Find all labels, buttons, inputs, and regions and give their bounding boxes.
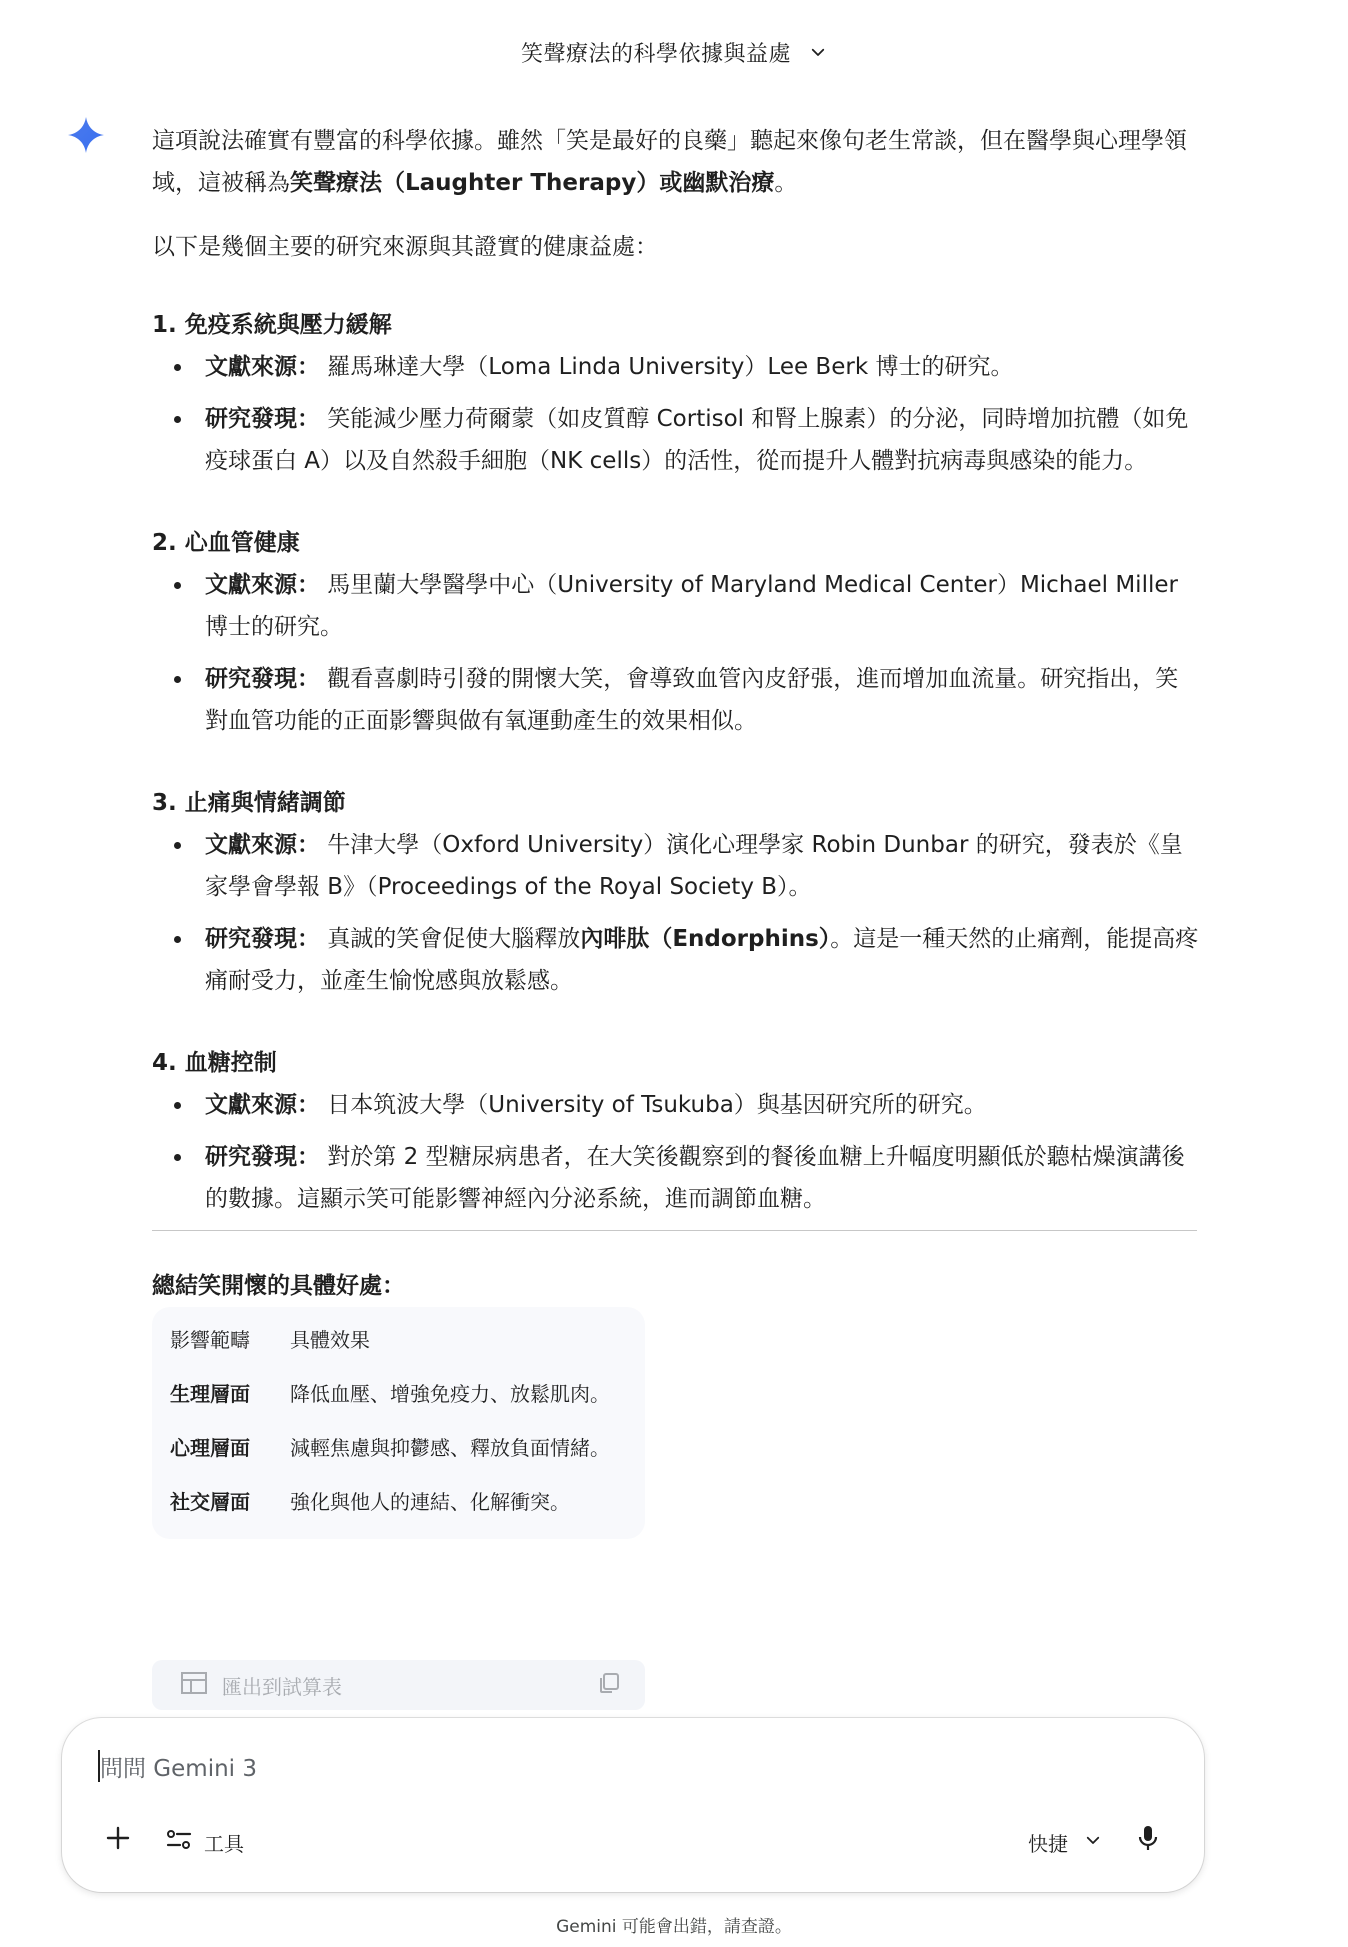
table-row	[152, 1475, 645, 1529]
table-header-cell: 具體效果	[290, 1328, 370, 1352]
item-text: 日本筑波大學（University of Tsukuba）與基因研究所的研究。	[320, 1092, 987, 1118]
tools-button[interactable]	[166, 1822, 244, 1862]
add-button[interactable]	[96, 1818, 140, 1862]
item-label: 研究發現：	[205, 926, 320, 952]
summary-heading: 總結笑開懷的具體好處：	[152, 1273, 405, 1299]
item-text: 馬里蘭大學醫學中心（University of Maryland Medical Center）Michael Miller 博士的研究。	[205, 572, 1178, 640]
item-label: 文獻來源：	[205, 354, 320, 380]
conversation-title: 笑聲療法的科學依據與益處	[520, 41, 791, 67]
list-item	[152, 1136, 1200, 1220]
intro-bold-text: 笑聲療法（Laughter Therapy）或幽默治療	[290, 170, 775, 196]
item-text-end: 。這是一種天然的止痛劑，能提高疼痛耐受力，並產生愉悅感與放鬆感。	[205, 926, 1199, 994]
list-item	[152, 398, 1200, 482]
microphone-button[interactable]	[1126, 1818, 1170, 1862]
response-content	[152, 120, 1200, 1539]
plus-icon	[105, 1825, 131, 1855]
top-bar	[0, 0, 1348, 104]
section-list	[152, 1084, 1200, 1220]
list-item	[152, 346, 1200, 388]
section-list	[152, 564, 1200, 742]
prompt-composer	[62, 1718, 1204, 1892]
intro-text: 這項說法確實有豐富的科學依據。雖然「笑是最好的良藥」聽起來像句老生常談，但在醫學與心理學領域，這被稱為	[152, 128, 1187, 196]
list-item	[152, 658, 1200, 742]
item-label: 文獻來源：	[205, 832, 320, 858]
item-label: 研究發現：	[205, 1144, 320, 1170]
list-item	[152, 824, 1200, 908]
text-caret	[98, 1750, 100, 1782]
tools-icon	[166, 1828, 192, 1857]
section-heading: 2. 心血管健康	[152, 530, 300, 556]
table-cell: 減輕焦慮與抑鬱感、釋放負面情緒。	[290, 1436, 610, 1460]
item-label: 研究發現：	[205, 666, 320, 692]
section-heading: 3. 止痛與情緒調節	[152, 790, 346, 816]
section-heading: 1. 免疫系統與壓力緩解	[152, 312, 392, 338]
table-row	[152, 1421, 645, 1475]
divider	[152, 1230, 1197, 1231]
item-bold-text: 內啡肽（Endorphins）	[580, 926, 831, 952]
list-item	[152, 918, 1200, 1002]
item-label: 文獻來源：	[205, 1092, 320, 1118]
table-header-row	[152, 1313, 645, 1367]
item-text: 牛津大學（Oxford University）演化心理學家 Robin Dunbar 的研究，發表於《皇家學會學報 B》（Proceedings of the Royal Society B）。	[205, 832, 1183, 900]
section-list	[152, 824, 1200, 1002]
item-text: 真誠的笑會促使大腦釋放	[320, 926, 581, 952]
table-header-cell: 影響範疇	[170, 1328, 250, 1352]
table-cell: 社交層面	[170, 1490, 250, 1514]
intro-end: 。	[774, 170, 798, 196]
item-label: 研究發現：	[205, 406, 320, 432]
microphone-icon	[1137, 1824, 1159, 1856]
subintro-paragraph: 以下是幾個主要的研究來源與其證實的健康益處：	[152, 234, 658, 260]
section-heading: 4. 血糖控制	[152, 1050, 277, 1076]
prompt-input[interactable]	[98, 1748, 1102, 1790]
table-cell: 降低血壓、增強免疫力、放鬆肌肉。	[290, 1382, 610, 1406]
mode-selector[interactable]	[1028, 1822, 1102, 1862]
export-bar	[152, 1660, 645, 1710]
item-text: 羅馬琳達大學（Loma Linda University）Lee Berk 博士的研究。	[320, 354, 1014, 380]
table-cell: 生理層面	[170, 1382, 250, 1406]
summary-table	[152, 1307, 645, 1539]
export-label: 匯出到試算表	[222, 1674, 342, 1699]
gemini-sparkle-icon	[66, 115, 106, 155]
section-list	[152, 346, 1200, 482]
disclaimer-text: Gemini 可能會出錯，請查證。	[556, 1917, 792, 1937]
copy-icon[interactable]	[597, 1671, 645, 1699]
conversation-title-dropdown[interactable]	[521, 37, 827, 68]
chevron-down-icon	[1084, 1830, 1102, 1854]
mode-label: 快捷	[1028, 1831, 1068, 1856]
export-to-sheets-button[interactable]	[152, 1671, 342, 1700]
item-label: 文獻來源：	[205, 572, 320, 598]
table-cell: 心理層面	[170, 1436, 250, 1460]
table-cell: 強化與他人的連結、化解衝突。	[290, 1490, 570, 1514]
table-icon	[180, 1671, 208, 1700]
chevron-down-icon	[809, 43, 827, 61]
item-text: 對於第 2 型糖尿病患者，在大笑後觀察到的餐後血糖上升幅度明顯低於聽枯燥演講後的數據。這顯示笑可能影響神經內分泌系統，進而調節血糖。	[205, 1144, 1185, 1212]
list-item	[152, 1084, 1200, 1126]
item-text: 笑能減少壓力荷爾蒙（如皮質醇 Cortisol 和腎上腺素）的分泌，同時增加抗體（如免疫球蛋白 A）以及自然殺手細胞（NK cells）的活性，從而提升人體對抗病毒與感染的能力。	[205, 406, 1189, 474]
list-item	[152, 564, 1200, 648]
tools-label: 工具	[204, 1831, 244, 1856]
item-text: 觀看喜劇時引發的開懷大笑，會導致血管內皮舒張，進而增加血流量。研究指出，笑對血管功能的正面影響與做有氧運動產生的效果相似。	[205, 666, 1179, 734]
intro-paragraph	[152, 120, 1200, 204]
table-row	[152, 1367, 645, 1421]
